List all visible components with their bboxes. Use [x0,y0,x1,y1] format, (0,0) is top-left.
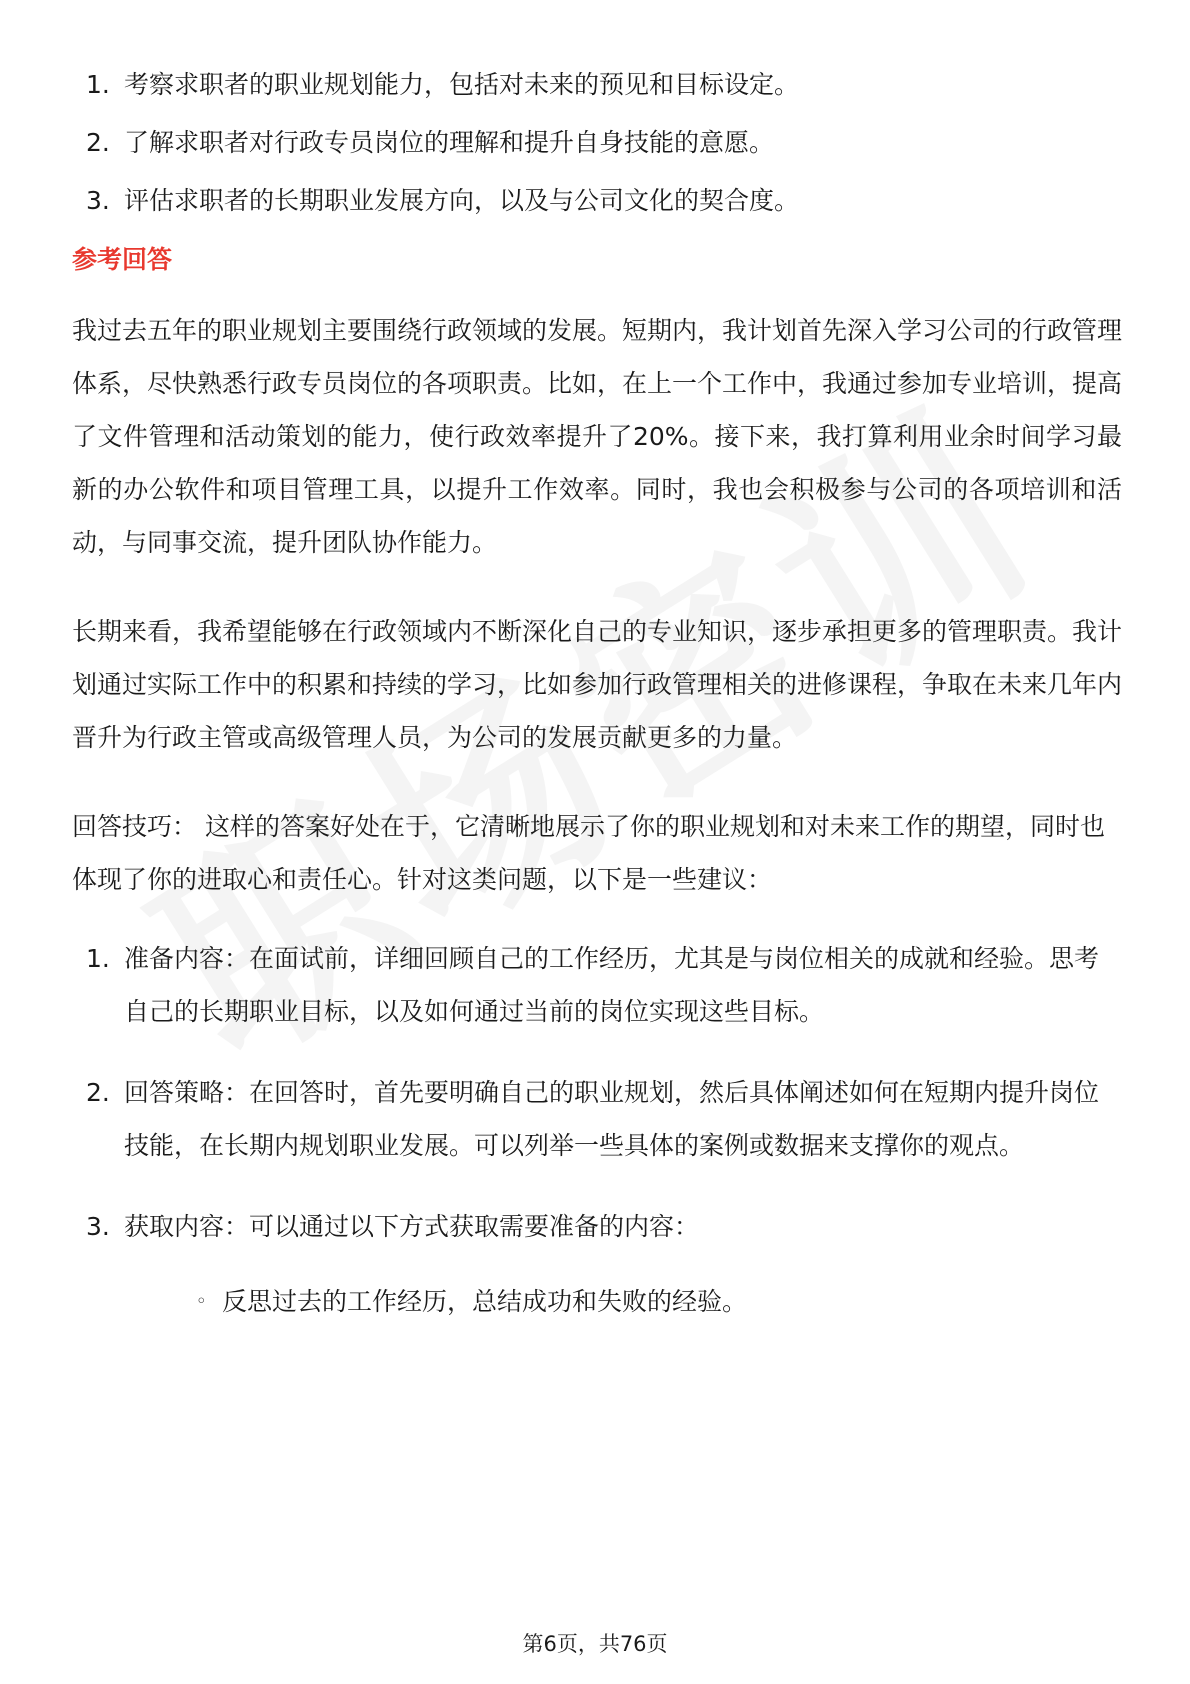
list-item [72,932,1122,1038]
page-footer: 第6页，共76页 [522,1632,668,1656]
list-text: 考察求职者的职业规划能力，包括对未来的预见和目标设定。 [124,70,800,99]
sub-list-text: 反思过去的工作经历，总结成功和失败的经验。 [222,1287,748,1316]
objectives-list [72,56,1122,230]
list-number: 3. [86,186,110,215]
list-number: 3. [86,1212,110,1241]
list-number: 1. [86,944,110,973]
list-text: 评估求职者的长期职业发展方向，以及与公司文化的契合度。 [124,186,800,215]
sub-list [124,1275,1122,1328]
list-text: 准备内容：在面试前，详细回顾自己的工作经历，尤其是与岗位相关的成就和经验。思考自己的长期职业目标，以及如何通过当前的岗位实现这些目标。 [124,944,1100,1026]
hollow-bullet-icon: ◦ [196,1291,207,1312]
answer-paragraph: 长期来看，我希望能够在行政领域内不断深化自己的专业知识，逐步承担更多的管理职责。我计划通过实际工作中的积累和持续的学习，比如参加行政管理相关的进修课程，争取在未来几年内晋升为行政主管或高级管理人员，为公司的发展贡献更多的力量。 [72,617,1123,752]
list-number: 2. [86,1078,110,1107]
list-number: 2. [86,128,110,157]
answer-heading: 参考回答 [72,245,173,274]
list-item [72,1200,1122,1328]
list-number: 1. [86,70,110,99]
list-item [72,172,1122,230]
list-text: 回答策略：在回答时，首先要明确自己的职业规划，然后具体阐述如何在短期内提升岗位技能，在长期内规划职业发展。可以列举一些具体的案例或数据来支撑你的观点。 [124,1078,1100,1160]
list-item [72,56,1122,114]
list-item [72,114,1122,172]
tips-intro: 回答技巧： 这样的答案好处在于，它清晰地展示了你的职业规划和对未来工作的期望，同时也体现了你的进取心和责任心。针对这类问题，以下是一些建议： [72,812,1105,894]
answer-paragraph: 我过去五年的职业规划主要围绕行政领域的发展。短期内，我计划首先深入学习公司的行政管理体系，尽快熟悉行政专员岗位的各项职责。比如，在上一个工作中，我通过参加专业培训，提高了文件管理和活动策划的能力，使行政效率提升了20%。接下来，我打算利用业余时间学习最新的办公软件和项目管理工具，以提升工作效率。同时，我也会积极参与公司的各项培训和活动，与同事交流，提升团队协作能力。 [72,316,1123,557]
sub-list-item [124,1275,1122,1328]
list-text: 了解求职者对行政专员岗位的理解和提升自身技能的意愿。 [124,128,775,157]
list-text: 获取内容：可以通过以下方式获取需要准备的内容： [124,1212,700,1241]
tips-list [72,932,1122,1328]
list-item [72,1066,1122,1172]
page-content [72,56,1122,1356]
